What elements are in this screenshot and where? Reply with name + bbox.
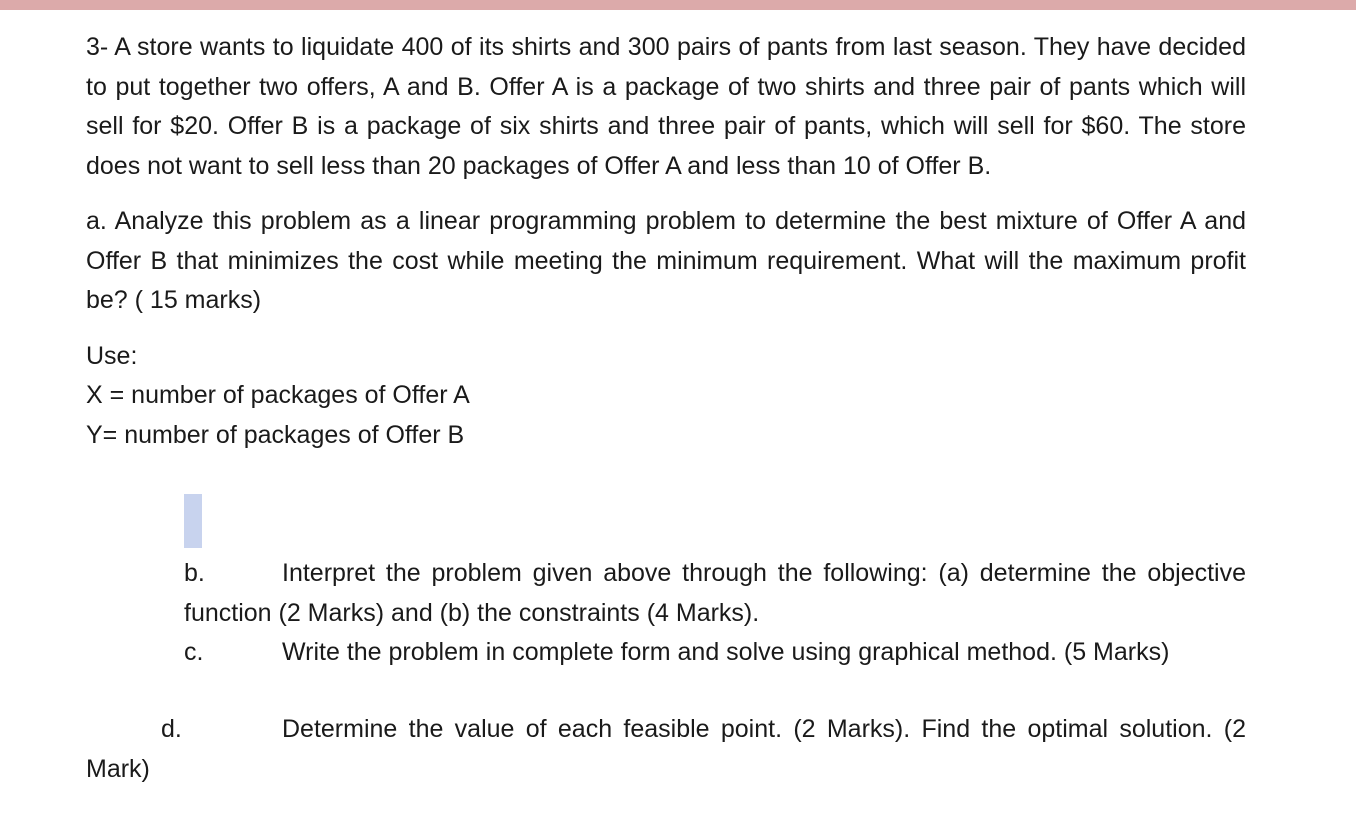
part-c-text: Write the problem in complete form and solve using graphical method. (5 Marks) — [282, 638, 1170, 666]
document-body — [86, 28, 1246, 783]
variable-definitions — [86, 337, 1246, 456]
sub-questions — [184, 554, 1246, 673]
variable-y-definition: Y= number of packages of Offer B — [86, 420, 465, 449]
question-part-a: a. Analyze this problem as a linear programming problem to determine the best mixture of Offer A and Offer B that minimizes the cost while meeting the minimum requirement. What will the maximum profit be? ( 15 marks) — [86, 207, 1246, 314]
question-part-c — [184, 633, 1246, 673]
use-heading: Use: — [86, 341, 138, 370]
problem-statement: 3- A store wants to liquidate 400 of its shirts and 300 pairs of pants from last season. They have decided to put together two offers, A and B. Offer A is a package of two shirts and three pair of pants which will sell for $20. Offer B is a package of six shirts and three pair of pants, which will sell for $60. The store does not want to sell less than 20 packages of Offer A and less than 10 of Offer B. — [86, 33, 1246, 180]
text-cursor-highlight — [184, 494, 202, 548]
question-part-d — [86, 710, 1246, 789]
question-part-b — [184, 554, 1246, 633]
part-b-text: Interpret the problem given above through the following: (a) determine the objective function (2 Marks) and (b) the constraints (4 Marks). — [184, 559, 1246, 627]
part-b-label: b. — [184, 559, 205, 587]
top-border-bar — [0, 0, 1356, 10]
part-d-text: Determine the value of each feasible point. (2 Marks). Find the optimal solution. (2 Mark) — [86, 715, 1246, 783]
variable-x-definition: X = number of packages of Offer A — [86, 381, 470, 409]
part-c-label: c. — [184, 638, 204, 666]
part-d-label: d. — [161, 715, 182, 743]
